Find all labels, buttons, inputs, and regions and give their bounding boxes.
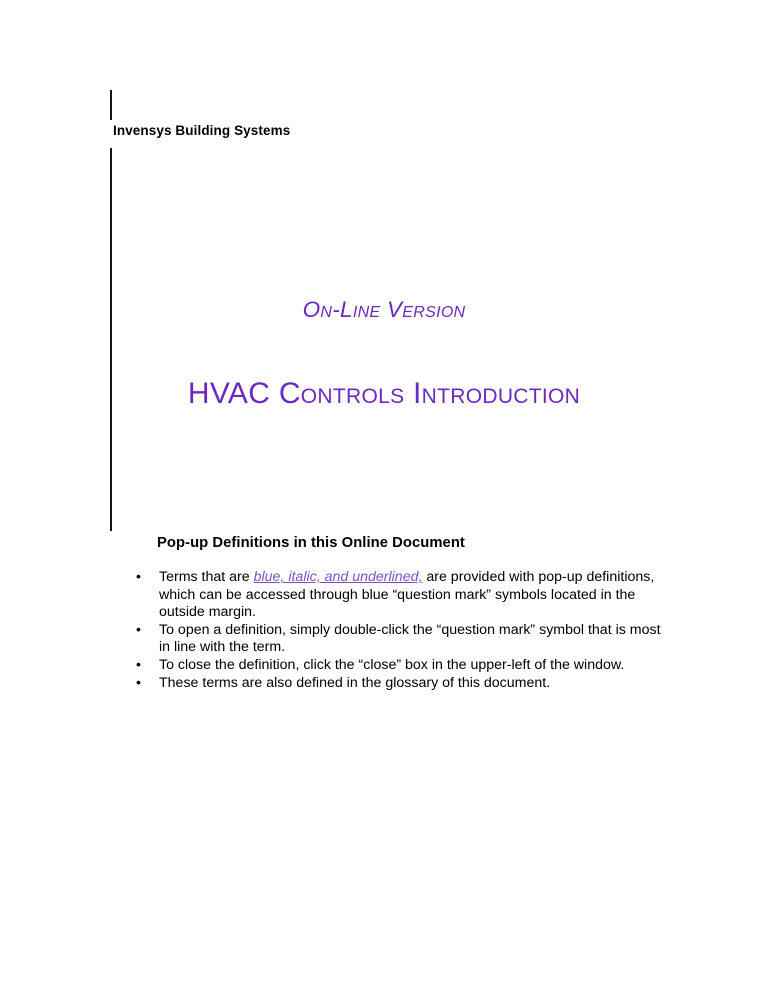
bullet-marker-icon: • bbox=[136, 656, 141, 673]
glossary-term-link[interactable]: blue, italic, and underlined, bbox=[253, 569, 423, 585]
list-item-text: To open a definition, simply double-click the “question mark” symbol that is most in line with the term. bbox=[159, 621, 661, 656]
list-item-lead: Terms that are bbox=[159, 569, 254, 585]
list-item bbox=[133, 622, 673, 657]
list-item-text bbox=[159, 569, 673, 622]
document-title-acronym: HVAC bbox=[187, 377, 271, 410]
list-item-tail: are provided with pop-up definitions, which can be accessed through blue “question mark” symbols located in the outside margin. bbox=[159, 569, 655, 621]
list-item bbox=[133, 657, 673, 675]
document-header: Invensys Building Systems bbox=[113, 123, 291, 138]
document-title bbox=[110, 377, 658, 411]
document-subtitle: On-Line Version bbox=[302, 297, 466, 322]
document-title-rest: Controls Introduction bbox=[278, 377, 581, 410]
list-item-text: To close the definition, click the “close” box in the upper-left of the window. bbox=[159, 656, 625, 673]
section-heading-popup-definitions: Pop-up Definitions in this Online Document bbox=[157, 535, 465, 551]
bullet-marker-icon: • bbox=[136, 674, 141, 691]
margin-change-bar-lower bbox=[110, 148, 112, 531]
margin-change-bar-upper bbox=[110, 90, 112, 120]
bullet-marker-icon: • bbox=[136, 621, 141, 638]
bullet-marker-icon: • bbox=[136, 569, 141, 585]
list-item bbox=[133, 675, 673, 693]
popup-definitions-list bbox=[133, 569, 673, 692]
list-item-text: These terms are also defined in the glossary of this document. bbox=[159, 674, 551, 691]
list-item bbox=[133, 569, 673, 622]
